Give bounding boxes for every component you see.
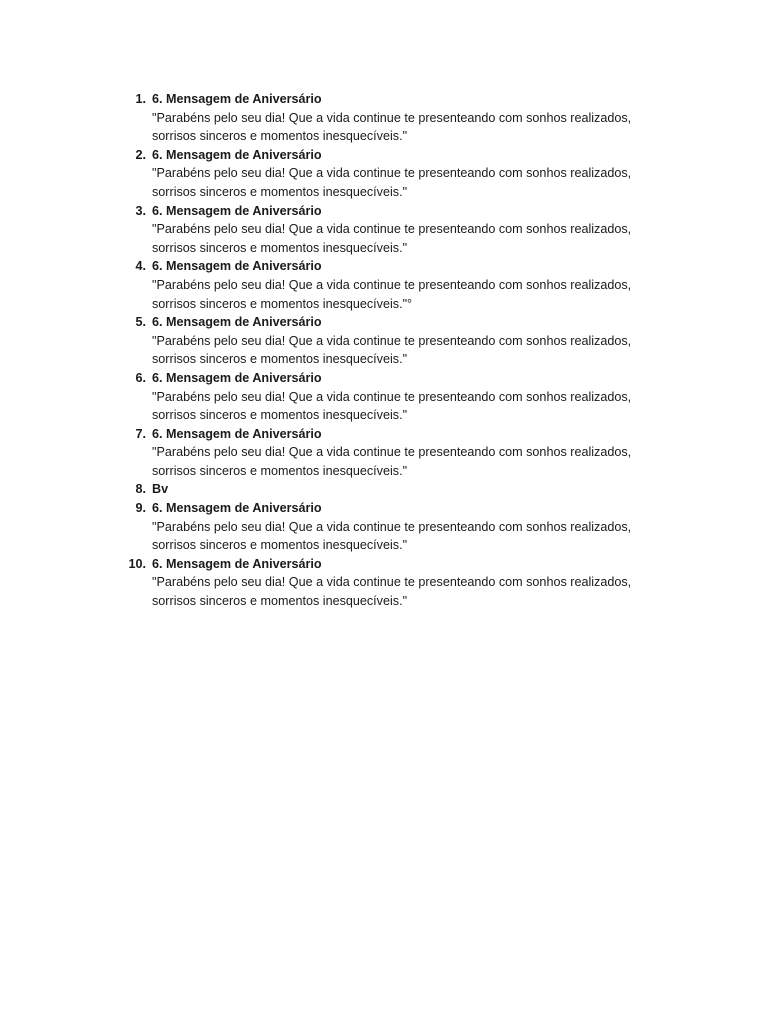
item-number: 1. <box>135 92 146 106</box>
item-number: 5. <box>135 315 146 330</box>
item-number: 2. <box>135 147 146 162</box>
list-item <box>124 90 724 146</box>
item-number: 7. <box>135 426 146 441</box>
item-title: Bv <box>152 482 169 497</box>
list-item <box>124 202 724 258</box>
list-item <box>124 555 724 611</box>
item-text: "Parabéns pelo seu dia! Que a vida continue te presenteando com sonhos realizados, sorrisos sinceros e momentos inesquecíveis." <box>152 575 632 609</box>
item-title: 6. Mensagem de Aniversário <box>152 501 322 516</box>
item-text: "Parabéns pelo seu dia! Que a vida continue te presenteando com sonhos realizados, sorrisos sinceros e momentos inesquecíveis." <box>152 222 632 255</box>
item-text: "Parabéns pelo seu dia! Que a vida continue te presenteando com sonhos realizados, sorrisos sinceros e momentos inesquecíveis." <box>152 110 632 144</box>
item-title: 6. Mensagem de Aniversário <box>152 203 322 218</box>
item-title: 6. Mensagem de Aniversário <box>152 370 322 385</box>
item-text: "Parabéns pelo seu dia! Que a vida continue te presenteando com sonhos realizados, sorrisos sinceros e momentos inesquecíveis." <box>152 389 632 423</box>
list-item <box>124 480 724 499</box>
list-item <box>124 369 724 425</box>
item-title: 6. Mensagem de Aniversário <box>152 426 322 441</box>
item-text: "Parabéns pelo seu dia! Que a vida continue te presenteando com sonhos realizados, sorrisos sinceros e momentos inesquecíveis." <box>152 333 632 367</box>
item-text: "Parabéns pelo seu dia! Que a vida continue te presenteando com sonhos realizados, sorrisos sinceros e momentos inesquecíveis." <box>152 166 632 199</box>
item-text: "Parabéns pelo seu dia! Que a vida continue te presenteando com sonhos realizados, sorrisos sinceros e momentos inesquecíveis."° <box>152 277 632 311</box>
list-item <box>124 499 724 555</box>
item-number: 8. <box>135 482 146 497</box>
item-title: 6. Mensagem de Aniversário <box>152 315 322 330</box>
list-item <box>124 146 724 202</box>
item-number: 3. <box>135 203 146 218</box>
item-title: 6. Mensagem de Aniversário <box>152 556 322 571</box>
item-number: 6. <box>135 370 146 385</box>
item-title: 6. Mensagem de Aniversário <box>152 92 322 106</box>
numbered-list <box>124 90 724 611</box>
item-number: 4. <box>135 259 146 274</box>
item-title: 6. Mensagem de Aniversário <box>152 147 322 162</box>
list-item <box>124 425 724 481</box>
list-item <box>124 313 724 369</box>
item-text: "Parabéns pelo seu dia! Que a vida continue te presenteando com sonhos realizados, sorrisos sinceros e momentos inesquecíveis." <box>152 519 632 553</box>
item-title: 6. Mensagem de Aniversário <box>152 259 322 274</box>
item-number: 10. <box>128 556 146 571</box>
list-item <box>124 257 724 313</box>
item-text: "Parabéns pelo seu dia! Que a vida continue te presenteando com sonhos realizados, sorrisos sinceros e momentos inesquecíveis." <box>152 445 632 478</box>
item-number: 9. <box>135 501 146 516</box>
